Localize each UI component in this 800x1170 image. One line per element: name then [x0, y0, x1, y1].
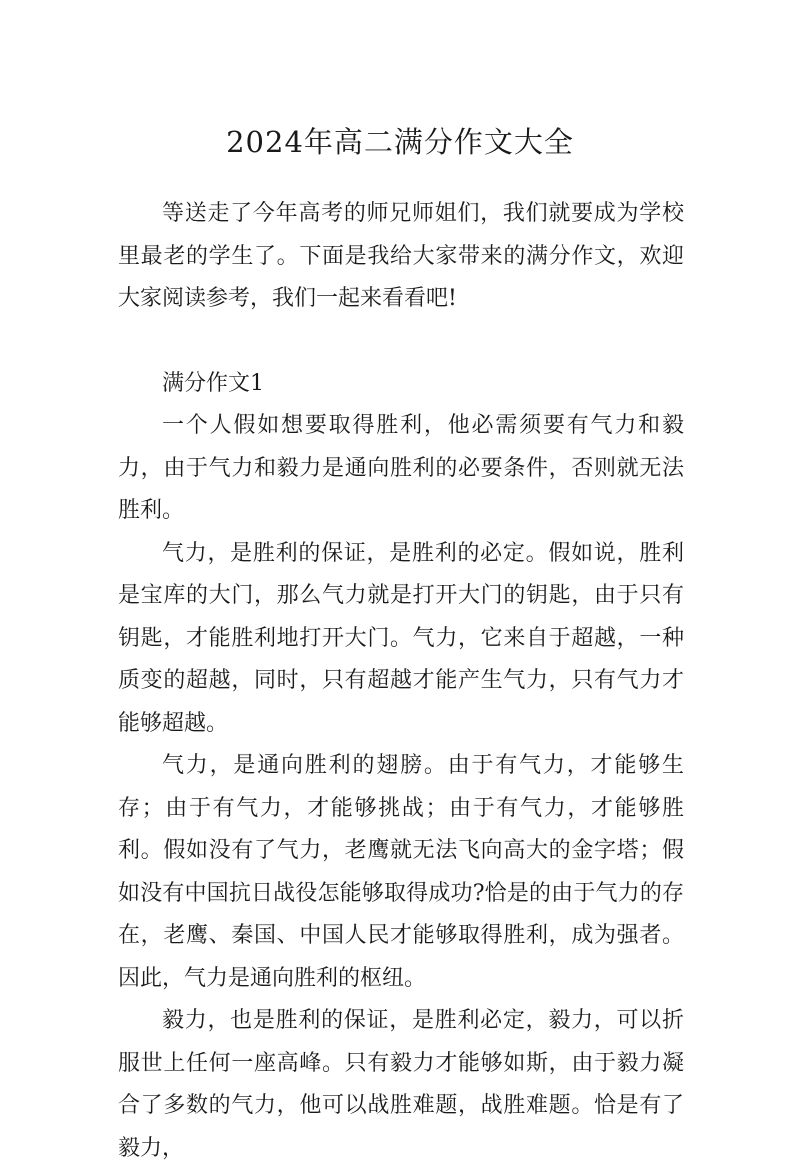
document-title: 2024年高二满分作文大全	[226, 125, 574, 159]
section-heading: 满分作文1	[162, 370, 264, 396]
document-body	[118, 193, 684, 1170]
body-paragraph-2: 气力，是胜利的保证，是胜利的必定。假如说，胜利是宝库的大门，那么气力就是打开大门的钥匙，由于只有钥匙，才能胜利地打开大门。气力，它来自于超越，一种质变的超越，同时，只有超越才能产生气力，只有气力才能够超越。	[118, 540, 684, 736]
body-paragraph-4: 毅力，也是胜利的保证，是胜利必定，毅力，可以折服世上任何一座高峰。只有毅力才能够如斯，由于毅力凝合了多数的气力，他可以战胜难题，战胜难题。恰是有了毅力，	[118, 1008, 684, 1161]
body-paragraph-1: 一个人假如想要取得胜利，他必需须要有气力和毅力，由于气力和毅力是通向胜利的必要条件，否则就无法胜利。	[118, 413, 684, 523]
intro-paragraph: 等送走了今年高考的师兄师姐们，我们就要成为学校里最老的学生了。下面是我给大家带来的满分作文，欢迎大家阅读参考，我们一起来看看吧!	[118, 201, 684, 311]
paragraph-spacer	[118, 321, 684, 363]
body-paragraph-3: 气力，是通向胜利的翅膀。由于有气力，才能够生存；由于有气力，才能够挑战；由于有气力，才能够胜利。假如没有了气力，老鹰就无法飞向高大的金字塔；假如没有中国抗日战役怎能够取得成功?恰是的由于气力的存在，老鹰、秦国、中国人民才能够取得胜利，成为强者。因此，气力是通向胜利的枢纽。	[118, 753, 684, 991]
